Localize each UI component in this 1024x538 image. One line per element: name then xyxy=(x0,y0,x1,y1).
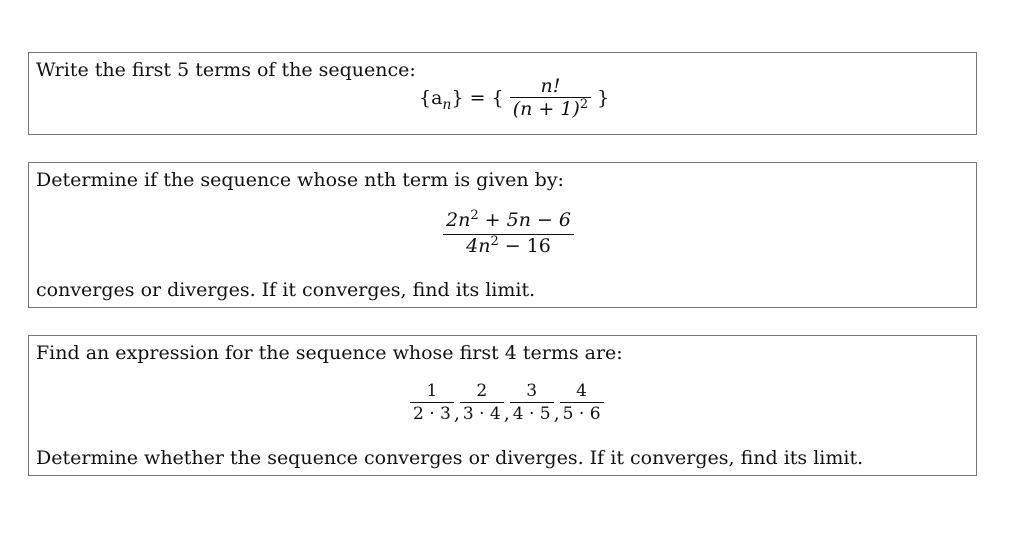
problem-3-prompt: Find an expression for the sequence whose first 4 terms are: xyxy=(36,342,623,364)
term-numerator: 1 xyxy=(426,381,438,401)
problem-2-box xyxy=(28,162,977,308)
term-numerator: 2 xyxy=(476,381,488,401)
formula-lhs: $\{a_n\}$ = { xyxy=(419,87,504,113)
problem-3-terms xyxy=(410,380,604,425)
problem-2-prompt: Determine if the sequence whose nth term is given by: xyxy=(36,169,564,191)
term-denominator: 4 · 5 xyxy=(512,404,551,424)
term-separator: , xyxy=(453,402,460,425)
formula-denominator: $(n + 1)^2$ xyxy=(512,97,589,120)
sequence-term-3 xyxy=(510,380,554,425)
problem-1-box xyxy=(28,52,977,135)
term-separator: , xyxy=(503,402,510,425)
formula-denominator: $4n^2 - 16$ xyxy=(466,234,551,257)
term-denominator: 2 · 3 xyxy=(413,404,451,424)
formula-fraction xyxy=(510,75,591,123)
problem-1-prompt: Write the first 5 terms of the sequence: xyxy=(36,59,416,81)
formula-close-brace: } xyxy=(597,87,610,109)
term-denominator: 5 · 6 xyxy=(562,404,601,424)
problem-2-conclusion: converges or diverges. If it converges, find its limit. xyxy=(36,279,536,301)
sequence-term-2 xyxy=(460,380,504,425)
sequence-term-4 xyxy=(560,380,604,425)
term-numerator: 3 xyxy=(526,381,538,401)
problem-2-formula xyxy=(443,209,574,260)
problem-3-conclusion: Determine whether the sequence converges or diverges. If it converges, find its limit. xyxy=(36,447,864,469)
problem-3-box xyxy=(28,335,977,476)
formula-numerator: n! xyxy=(540,75,561,97)
term-separator: , xyxy=(553,402,560,425)
formula-fraction xyxy=(443,209,574,260)
term-numerator: 4 xyxy=(576,381,587,401)
problem-1-formula xyxy=(419,75,609,123)
sequence-term-1 xyxy=(410,380,454,425)
term-denominator: 3 · 4 xyxy=(462,404,501,424)
formula-numerator: $2n^2 + 5n - 6$ xyxy=(446,208,572,231)
